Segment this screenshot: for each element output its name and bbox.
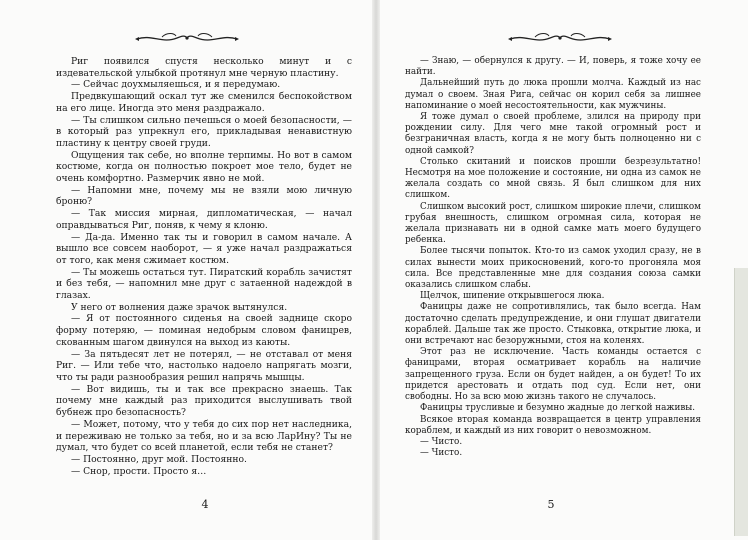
paragraph: У него от волнения даже зрачок вытянулся.: [71, 301, 288, 313]
paragraph: Фаницры даже не сопротивлялись, так было всегда. Нам достаточно сделать предупреждение, и они глушат двигатели кораблей. Дальше так же просто. Стыковка, открытие люка, и они встречают нас безоружными, стоя на коленях.: [405, 302, 701, 347]
paragraph: — Чисто.: [420, 436, 463, 447]
paragraph: — Так миссия мирная, дипломатическая, — начал оправдываться Риг, поняв, к чему я клоню.: [56, 208, 352, 231]
paragraph: Дальнейший путь до люка прошли молча. Каждый из нас думал о своем. Зная Рига, сейчас он корил себя за лишнее напоминание о моей несостоятельности, как мужчины.: [405, 78, 701, 111]
left-page-text: [56, 56, 352, 477]
paragraph: — Снор, прости. Просто я…: [71, 465, 207, 477]
page-edge-strip: [734, 268, 748, 536]
ornament-divider-icon: [505, 30, 615, 46]
paragraph: — Сейчас доухмыляешься, и я передумаю.: [71, 79, 281, 91]
paragraph: — Может, потому, что у тебя до сих пор нет наследника, и переживаю не только за тебя, но и за всю ЛарИну? Ты не думал, что будет со всей планетой, если тебя не станет?: [56, 418, 352, 454]
ornament-divider-icon: [132, 30, 242, 46]
page-number: 5: [547, 498, 555, 511]
book-gutter: [372, 0, 380, 540]
paragraph: — Чисто.: [420, 448, 463, 459]
paragraph: Всякое вторая команда возвращается в центр управления кораблем, и каждый из них говорит о невозможном.: [405, 414, 701, 436]
paragraph: Риг появился спустя несколько минут и с издевательской улыбкой протянул мне черную пластину.: [56, 56, 352, 79]
paragraph: — Да-да. Именно так ты и говорил в самом начале. А вышло все совсем наоборот, — я уже начал раздражаться от того, как меня сжимает костюм.: [56, 231, 352, 266]
paragraph: — Я от постоянного сиденья на своей заднице скоро форму потеряю, — поминая недобрым словом фаницрев, скованным шагом двинулся на выход из каюты.: [56, 313, 352, 348]
paragraph: Я тоже думал о своей проблеме, злился на природу при рождении силу. Для чего мне такой огромный рост и безграничная власть, когда я не могу быть полноценно ни с одной самкой?: [405, 112, 701, 156]
right-page-text: [405, 56, 701, 459]
paragraph: — Вот видишь, ты и так все прекрасно знаешь. Так почему мне каждый раз приходится выслушивать твой бубнеж про безопасность?: [56, 383, 352, 419]
right-page: [380, 0, 748, 540]
paragraph: Этот раз не исключение. Часть команды остается с фаницрами, вторая осматривает корабль на наличие запрещенного груза. Если он будет найден, а он будет! То их придется арестовать и отдать под суд. Если нет, они свободны. Но за всю мою жизнь такого не случалось.: [405, 347, 701, 403]
paragraph: — Постоянно, друг мой. Постоянно.: [71, 453, 247, 465]
paragraph: — Ты слишком сильно печешься о моей безопасности, — в который раз упрекнул его, прикладывая ненавистную пластину к центру своей груди.: [56, 114, 352, 149]
paragraph: Фаницры трусливые и безумно жадные до легкой наживы.: [420, 403, 696, 414]
paragraph: Предвкушающий оскал тут же сменился беспокойством на его лице. Иногда это меня раздражало.: [56, 91, 352, 114]
paragraph: Щелчок, шипение открывшегося люка.: [420, 291, 605, 302]
paragraph: Слишком высокий рост, слишком широкие плечи, слишком грубая внешность, слишком огромная сила, которая не желала признавать ни в одной самке мать моего будущего ребенка.: [405, 201, 701, 246]
page-number: 4: [201, 498, 209, 511]
left-page: [0, 0, 372, 540]
paragraph: — За пятьдесят лет не потерял, — не отставал от меня Риг. — Или тебе что, настолько надоело напрягать мозги, что ты ради разнообразия решил напрячь мышцы.: [56, 348, 352, 383]
paragraph: — Ты можешь остаться тут. Пиратский корабль зачистят и без тебя, — напомнил мне друг с затаенной надеждой в глазах.: [56, 266, 352, 302]
paragraph: — Знаю, — обернулся к другу. — И, поверь, я тоже хочу ее найти.: [405, 56, 701, 78]
paragraph: — Напомни мне, почему мы не взяли мою личную броню?: [56, 184, 352, 208]
paragraph: Столько скитаний и поисков прошли безрезультатно! Несмотря на мое положение и состояние, ни одна из самок не желала создать со мной связь. Я был слишком для них слишком.: [405, 156, 701, 201]
paragraph: Ощущения так себе, но вполне терпимы. Но вот в самом костюме, когда он полностью покроет мое тело, будет не очень комфортно. Размерчик явно не мой.: [56, 149, 352, 185]
paragraph: Более тысячи попыток. Кто-то из самок уходил сразу, не в силах вынести моих прикосновений, кого-то прогоняла моя сила. Все представленные мне для создания союза самки оказались слишком слабы.: [405, 246, 701, 291]
